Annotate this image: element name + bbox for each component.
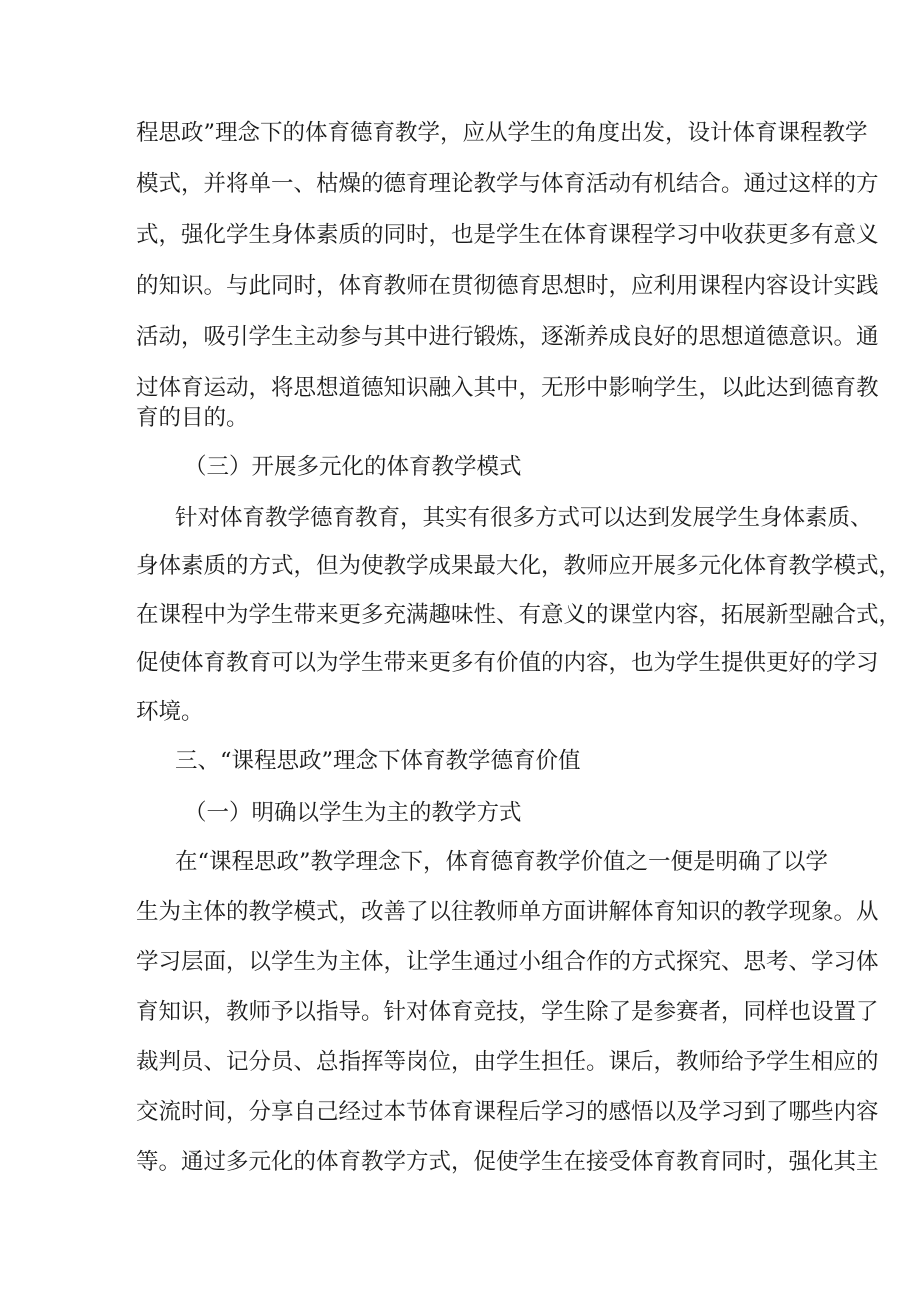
chapter-heading: 三、“课程思政”理念下体育教学德育价值 [175, 748, 581, 774]
section-heading: （三）开展多元化的体育教学模式 [184, 454, 522, 480]
paragraph-line: 模式，并将单一、枯燥的德育理论教学与体育活动有机结合。通过这样的方 [136, 171, 879, 197]
paragraph-line: 促使体育教育可以为学生带来更多有价值的内容，也为学生提供更好的学习 [136, 650, 879, 676]
paragraph-line: 在课程中为学生带来更多充满趣味性、有意义的课堂内容，拓展新型融合式， [136, 602, 902, 628]
paragraph-line: 育知识，教师予以指导。针对体育竞技，学生除了是参赛者，同样也设置了 [136, 999, 879, 1025]
paragraph-line: 育的目的。 [136, 405, 249, 431]
paragraph-line: 针对体育教学德育教育，其实有很多方式可以达到发展学生身体素质、 [175, 505, 873, 531]
paragraph-line: 裁判员、记分员、总指挥等岗位，由学生担任。课后，教师给予学生相应的 [136, 1049, 879, 1075]
paragraph-line: 等。通过多元化的体育教学方式，促使学生在接受体育教育同时，强化其主 [136, 1149, 879, 1175]
paragraph-line: 学习层面，以学生为主体，让学生通过小组合作的方式探究、思考、学习体 [136, 949, 879, 975]
paragraph-line: 活动，吸引学生主动参与其中进行锻炼，逐渐养成良好的思想道德意识。通 [136, 324, 879, 350]
paragraph-line: 环境。 [136, 699, 204, 725]
paragraph-line: 过体育运动，将思想道德知识融入其中，无形中影响学生，以此达到德育教 [136, 375, 879, 401]
paragraph-line: 身体素质的方式，但为使教学成果最大化，教师应开展多元化体育教学模式， [136, 553, 902, 579]
paragraph-line: 的知识。与此同时，体育教师在贯彻德育思想时，应利用课程内容设计实践 [136, 273, 879, 299]
paragraph-line: 生为主体的教学模式，改善了以往教师单方面讲解体育知识的教学现象。从 [136, 899, 879, 925]
paragraph-line: 程思政”理念下的体育德育教学，应从学生的角度出发，设计体育课程教学 [136, 120, 868, 146]
paragraph-line: 式，强化学生身体素质的同时，也是学生在体育课程学习中收获更多有意义 [136, 222, 879, 248]
section-heading: （一）明确以学生为主的教学方式 [184, 800, 522, 826]
paragraph-line: 在“课程思政”教学理念下，体育德育教学价值之一便是明确了以学 [175, 849, 829, 875]
paragraph-line: 交流时间，分享自己经过本节体育课程后学习的感悟以及学习到了哪些内容 [136, 1099, 879, 1125]
